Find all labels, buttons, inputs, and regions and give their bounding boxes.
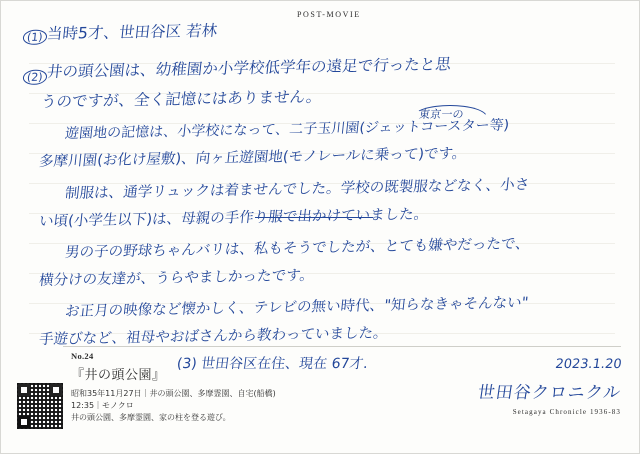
handwriting-line: 当時5才、世田谷区 若林 (46, 21, 219, 43)
question-number-3: (3) 世田谷区在住、現在 67才. (175, 356, 369, 372)
handwriting-line: うのですが、全く記憶にはありません。 (40, 87, 323, 111)
entry-caption-date: 昭和35年11月27日｜井の頭公園、多摩霊園、自宅(船橋) (71, 389, 276, 398)
brand-name-english: Setagaya Chronicle 1936-83 (512, 408, 621, 416)
signature-date: 2023.1.20 (553, 357, 623, 372)
handwriting-line: い頃(小学生以下)は、母親の手作り服で出かけていました。 (38, 206, 429, 230)
footer-divider (63, 346, 621, 347)
entry-caption-time: 12:35｜モノクロ (71, 401, 134, 410)
signature-block (475, 357, 623, 416)
handwriting-line: 多摩川園(お化け屋敷)、向ヶ丘遊園地(モノレールに乗って)です。 (38, 145, 468, 170)
question-marker-1 (22, 29, 47, 45)
post-movie-stamp: POST-MOVIE (297, 10, 361, 19)
entry-title: 『井の頭公園』 (71, 368, 166, 383)
handwriting-line: 制服は、通学リュックは着ませんでした。学校の既製服などなく、小さ (64, 177, 531, 202)
handwriting-line: 井の頭公園は、幼稚園か小学校低学年の遠足で行ったと思 (46, 55, 452, 81)
annotation-strikethrough (255, 217, 373, 218)
entry-caption-description: 井の頭公園、多摩霊園、家の柱を登る遊び。 (71, 413, 231, 422)
handwriting-line: お正月の映像など懐かしく、テレビの無い時代、"知らなきゃそんない" (64, 295, 530, 320)
handwriting-line: 横分けの友達が、うらやましかったです。 (38, 267, 315, 289)
qr-code-corner-icon (18, 416, 30, 428)
handwriting-line: 手遊びなど、祖母やおばさんから教わっていました。 (38, 325, 389, 348)
question-marker-1-label: (1) (22, 30, 47, 45)
entry-number: No.24 (71, 351, 94, 361)
question-marker-2-label: (2) (22, 70, 47, 85)
handwriting-line: 遊園地の記憶は、小学校になって、二子玉川園(ジェットコースター等) (64, 117, 510, 142)
footer-meta (71, 351, 401, 424)
brand-name: 世田谷クロニクル (475, 383, 623, 403)
question-marker-2 (22, 69, 47, 85)
handwriting-line: 男の子の野球ちゃんバリは、私もそうでしたが、とても嫌やだったで、 (64, 236, 531, 261)
annotation-overline-text: 東京一の (418, 108, 465, 121)
